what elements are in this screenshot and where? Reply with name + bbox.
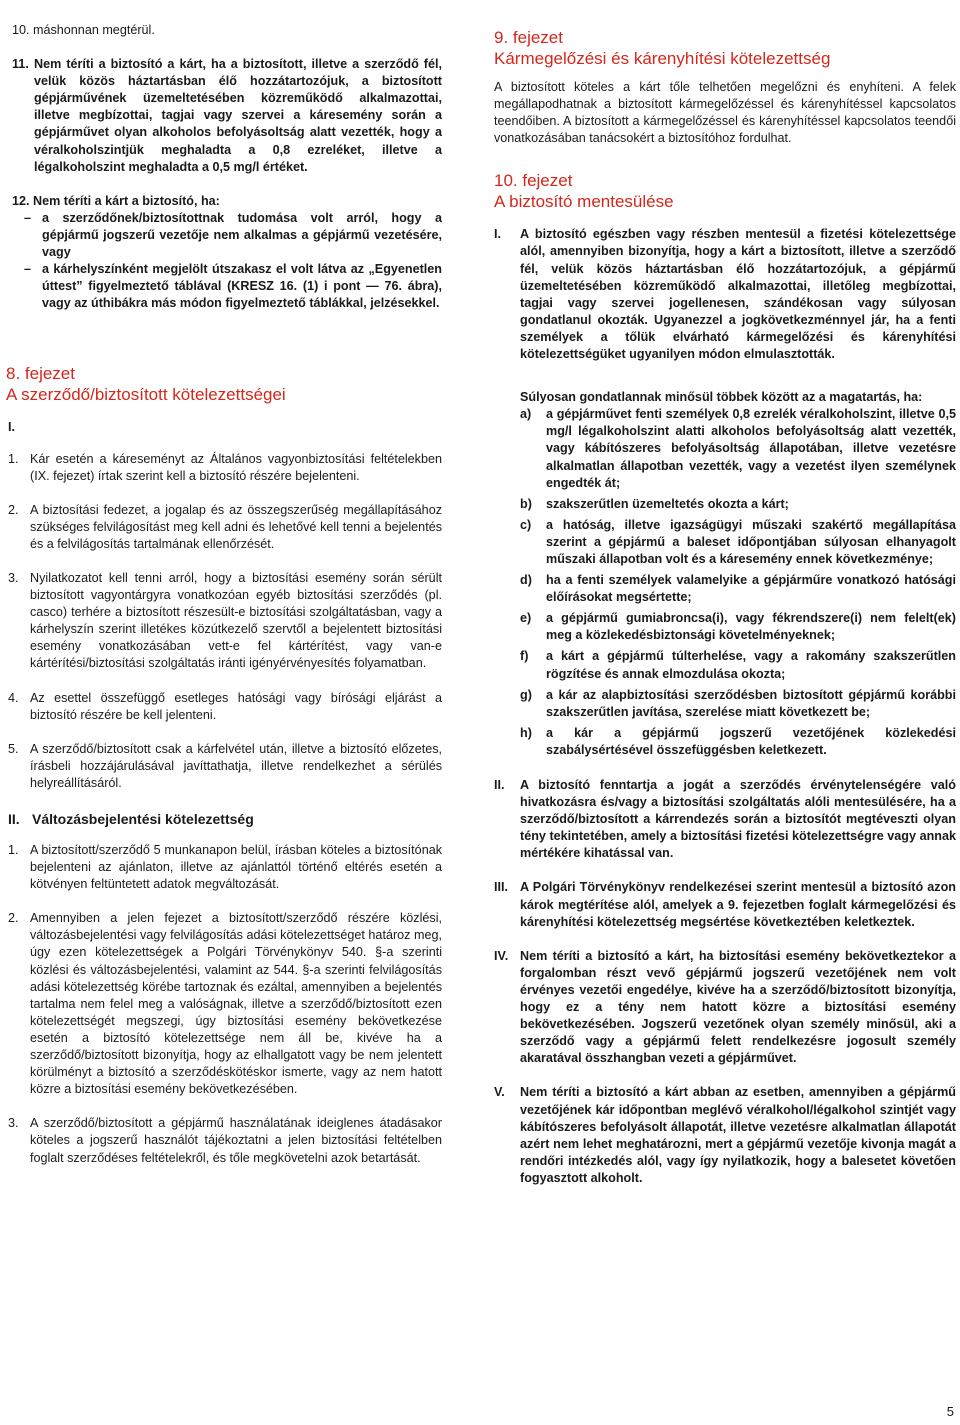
item-letter: h) — [520, 725, 532, 740]
exemption-3-number: III. — [494, 880, 508, 895]
section-1-item-1 — [8, 451, 442, 485]
item-12-dash-2 — [12, 261, 442, 312]
exemption-1 — [494, 226, 956, 363]
item-letter: e) — [520, 611, 532, 626]
item-text: A biztosítási fedezet, a jogalap és az összegszerűség megállapításához szükséges felvilágosítást meg kell adni és lehetővé kell tenni a bejelentés és a felvilágosítás tartalmának ellenőrzését. — [30, 502, 442, 551]
item-text: A szerződő/biztosított csak a kárfelvétel után, illetve a biztosító előzetes, írásbeli hozzájárulásával javíttathatja, illetve rendelkezhet a sérülés helyreállításáról. — [30, 741, 442, 790]
item-letter: g) — [520, 687, 532, 702]
item-number: 2. — [8, 911, 19, 926]
item-text: ha a fenti személyek valamelyike a gépjárműre vonatkozó hatósági előírásokat megsértette; — [546, 573, 956, 605]
item-text: A szerződő/biztosított a gépjármű használatának ideiglenes átadásakor köteles a jogszerű használót tájékoztatni a jelen biztosítási feltételben foglalt szerződéses feltételekről, és tőle megkövetelni azok betartását. — [30, 1116, 442, 1165]
section-2-item-3 — [8, 1115, 442, 1166]
item-11-text: Nem téríti a biztosító a kárt, ha a biztosított, illetve a szerződő fél, velük közös háztartásban élő hozzátartozójuk, a biztosított gépjárművének üzemeltetésében közreműködő alkalmazottai, illetve megbízottai, tagjai vagy szervei a káresemény során a gépjárművet olyan alkoholos befolyásoltság alatt vezették, hogy a véralkoholszintjük meghaladta a 0,8 ezreléket, illetve a légalkoholszint meghaladta a 0,5 mg/l értéket. — [34, 57, 442, 174]
item-text: a hatóság, illetve igazságügyi műszaki szakértő megállapítása szerint a gépjármű a baleset időpontjában súlyosan elhanyagolt műszaki állapotban volt és a káresemény ennek következménye; — [546, 517, 956, 566]
exemption-5-number: V. — [494, 1085, 505, 1100]
exemption-4-text: Nem téríti a biztosító a kárt, ha biztosítási esemény bekövetkeztekor a forgalomban részt vevő gépjármű jogszerű vezetőjének nem volt érvényes vezetői engedélye, kivéve ha a szerződő/biztosított bizonyítja, hogy ez a tény nem hatott közre a biztosítási esemény bekövetkezésében. Jogszerű vezetőnek olyan személy minősül, aki a szerződő vagy a gépjármű felett rendelkezésre jogosult személy akaratával összhangban vezeti a gépjárművet. — [520, 948, 956, 1066]
section-2-list — [8, 842, 442, 1167]
item-number: 1. — [8, 451, 19, 466]
item-letter: c) — [520, 517, 532, 532]
chapter-9-heading — [494, 28, 956, 69]
item-letter: f) — [520, 649, 529, 664]
item-number: 1. — [8, 843, 19, 857]
section-2-item-2 — [8, 910, 442, 1098]
letter-item-g — [520, 687, 956, 721]
item-text: A biztosított/szerződő 5 munkanapon belül, írásban köteles a biztosítónak bejelenteni az ajánlaton, illetve az ajánlattól történő eltérés esetén a kötvényen feltüntetett adatok megváltozását. — [30, 843, 442, 892]
chapter-10-heading — [494, 171, 956, 212]
item-text: a kár a gépjármű jogszerű vezetőjének közlekedési szabálysértésével összefüggésben keletkezett. — [546, 725, 956, 757]
item-12-dash-2-text: a kárhelyszínként megjelölt útszakasz el volt látva az „Egyenetlen úttest” figyelmeztető táblával (KRESZ 16. (1) i pont — 76. ábra), vagy az úthibákra más módon figyelmeztető táblákkal, jelzésekkel. — [42, 262, 442, 311]
chapter-8-heading — [6, 364, 442, 405]
exemption-2-number: II. — [494, 778, 505, 792]
section-2-heading — [8, 810, 442, 828]
section-2-title: Változásbejelentési kötelezettség — [32, 811, 254, 827]
item-number: 2. — [8, 502, 19, 517]
left-column — [8, 22, 442, 1167]
letter-item-h — [520, 725, 956, 759]
item-12-intro-text: Nem téríti a kárt a biztosító, ha: — [33, 193, 220, 208]
page-number: 5 — [946, 1404, 954, 1419]
exemption-2 — [494, 777, 956, 862]
exemption-3 — [494, 879, 956, 930]
right-column — [494, 22, 956, 1187]
item-12-number: 12. — [12, 193, 30, 208]
exemption-1-text: A biztosító egészben vagy részben mentesül a fizetési kötelezettsége alól, amennyiben bizonyítja, hogy a kárt a biztosított, illetve a szerződő fél, velük közös háztartásban élő hozzátartozójuk, a gépjármű üzemeltetésében közreműködő alkalmazottai, illetőleg megbízottai, tagjai vagy szervei jogellenesen, szándékosan vagy súlyosan gondatlanul okozták. Ugyanezzel a jogkövetkezménnyel jár, ha a fenti személyek a tőlük elvárható kármegelőzési és kárenyhítési kötelezettségüket ugyanilyen módon elmulasztották. — [520, 227, 956, 362]
item-text: Az esettel összefüggő esetleges hatósági vagy bírósági eljárást a biztosító részére be kell jelenteni. — [30, 690, 442, 722]
letter-item-f — [520, 648, 956, 682]
chapter-10-number: 10. fejezet — [494, 171, 573, 191]
dash-marker: – — [24, 210, 32, 225]
exemption-5 — [494, 1084, 956, 1187]
exemption-1-number: I. — [494, 227, 501, 242]
item-number: 4. — [8, 690, 19, 705]
section-1-label: I. — [8, 420, 15, 435]
dash-marker: – — [24, 262, 32, 277]
item-letter: b) — [520, 496, 532, 511]
chapter-8-title: A szerződő/biztosított kötelezettségei — [6, 385, 286, 405]
section-1-item-2 — [8, 502, 442, 553]
item-text: a kárt a gépjármű túlterhelése, vagy a rakomány szakszerűtlen rögzítése és annak elmozdulása okozta; — [546, 649, 956, 681]
chapter-10-title: A biztosító mentesülése — [494, 192, 674, 212]
section-1-list — [8, 451, 442, 793]
item-text: Amennyiben a jelen fejezet a biztosított/szerződő részére közlési, változásbejelentési vagy felvilágosítás adási kötelezettséget határoz meg, úgy ezen kötelezettségek a Polgári Törvénykönyv 540. §-a szerinti közlési és változásbejelentési, valamint az 544. §-a szerinti felvilágosítás adási kötelezettség körébe tartoznak és ezáltal, amennyiben a bejelentés tartalma nem felel meg a valóságnak, illetve a szerződő/biztosított ezen kötelezettségét megszegi, úgy biztosítási esemény bekövetkezése esetén a biztosító kötelezettsége nem áll be, kivéve ha a szerződő/biztosított bizonyítja, hogy az elhallgatott vagy be nem jelentett körülményt a biztosító a szerződéskötéskor ismerte, vagy az nem hatott közre a biztosítási esemény bekövetkezésében. — [30, 911, 442, 1097]
item-number: 3. — [8, 570, 19, 585]
letter-item-a — [520, 406, 956, 491]
item-12 — [12, 193, 442, 313]
chapter-9-title: Kármegelőzési és kárenyhítési kötelezettség — [494, 49, 831, 68]
letter-item-e — [520, 610, 956, 644]
section-2-label: II. — [8, 811, 20, 827]
item-letter: d) — [520, 573, 532, 588]
item-number: 3. — [8, 1116, 19, 1131]
chapter-9-text: A biztosított köteles a kárt tőle telhetően megelőzni és enyhíteni. A felek megállapodhatnak a biztosított kármegelőzéssel és kárenyhítéssel kapcsolatos teendőiben. A biztosított a kármegelőzéssel és kárenyhítéssel kapcsolatos teendői vonatkozásában tanácsokért a biztosítóhoz fordulhat. — [494, 80, 956, 146]
item-12-dash-1 — [12, 210, 442, 261]
exemption-4-number: IV. — [494, 948, 509, 963]
item-text: Nyilatkozatot kell tenni arról, hogy a biztosítási esemény során sérült biztosított vagyontárgyra vonatkozóan egyéb biztosítási szerződés (pl. casco) terhére a biztosított részesült-e biztosítási szolgáltatásban, vagy a kárhelyszín szerint illetékes közútkezelő szervtől a bejelentett biztosítási esemény vonatkozásában vett-e fel kártérítést, vagy van-e kártérítési/biztosítási szolgáltatás iránti igényérvényesítés folyamatban. — [30, 570, 442, 671]
gross-negligence-block — [520, 389, 956, 759]
item-number: 5. — [8, 741, 19, 756]
letter-item-b — [520, 496, 956, 513]
chapter-9-number: 9. fejezet — [494, 28, 563, 47]
gross-negligence-intro: Súlyosan gondatlannak minősül többek között az a magatartás, ha: — [520, 390, 923, 405]
section-1-item-4 — [8, 690, 442, 724]
item-12-dash-1-text: a szerződőnek/biztosítottnak tudomása volt arról, hogy a gépjármű jogszerű vezetője nem alkalmas a gépjármű vezetésére, vagy — [42, 210, 442, 260]
letter-item-d — [520, 572, 956, 606]
item-letter: a) — [520, 407, 532, 422]
item-text: a gépjármű gumiabroncsa(i), vagy fékrendszere(i) nem felelt(ek) meg a közlekedésbiztonsági követelményeknek; — [546, 611, 956, 643]
item-text: a gépjárművet fenti személyek 0,8 ezrelék véralkoholszint, illetve 0,5 mg/l légalkoholszint alatti alkoholos befolyásoltság alatt vezették, vagy kábítószeres befolyásoltság állapotában, illetve vezetésre alkalmatlan állapotban vezették, vagy a vezetést ilyen személynek engedték át; — [546, 407, 956, 490]
exemption-5-text: Nem téríti a biztosító a kárt abban az esetben, amennyiben a gépjármű vezetőjének kár időpontban meglévő véralkohol/légalkohol szintjét vagy kábítószeres befolyásolt állapotát, illetve vezetésre alkalmatlan állapotát azért nem lehet meghatározni, mert a gépjármű vezetője kivonja magát a rendőri intézkedés alól, vagy így nyilatkozik, hogy a balesetet követően fogyasztott alkoholt. — [520, 1085, 956, 1185]
item-text: szakszerűtlen üzemeltetés okozta a kárt; — [546, 496, 789, 511]
section-2-item-1 — [8, 842, 442, 893]
item-12-intro — [12, 193, 442, 210]
chapter-8-number: 8. fejezet — [6, 364, 75, 384]
exemption-3-text: A Polgári Törvénykönyv rendelkezései szerint mentesül a biztosító azon károk megtérítése alól, amelyek a 9. fejezetben foglalt kármegelőzési és kárenyhítési kötelezettség megsértése következtében keletkeztek. — [520, 880, 956, 929]
exemption-2-text: A biztosító fenntartja a jogát a szerződés érvénytelenségére való hivatkozásra és/vagy a biztosítási szolgáltatás alóli mentesülésére, ha a szerződő/biztosított a kárrendezés során a biztosítót megtéveszti olyan tény tekintetében, amely a biztosítási fizetési kötelezettségre vagy annak mértékére kihatással van. — [520, 778, 956, 861]
letter-item-c — [520, 517, 956, 568]
item-11 — [12, 56, 442, 176]
section-1-item-3 — [8, 570, 442, 673]
item-10: 10. máshonnan megtérül. — [12, 23, 155, 37]
exemption-4 — [494, 948, 956, 1068]
item-11-number: 11. — [12, 57, 29, 72]
section-1-item-5 — [8, 741, 442, 792]
item-text: Kár esetén a káreseményt az Általános vagyonbiztosítási feltételekben (IX. fejezet) írtak szerint kell a biztosító részére bejelenteni. — [30, 451, 442, 483]
item-text: a kár az alapbiztosítási szerződésben biztosított gépjármű korábbi szakszerűtlen javítása, szerelése miatt következett be; — [546, 687, 956, 719]
